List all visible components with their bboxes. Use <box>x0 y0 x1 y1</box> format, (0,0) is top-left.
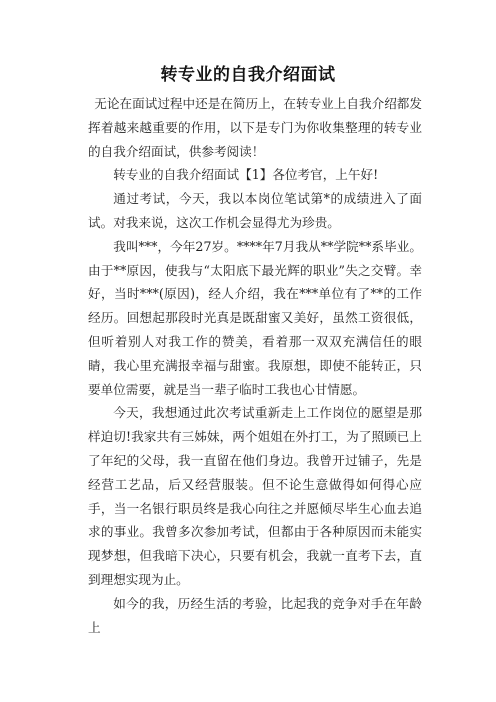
paragraph-conclusion: 如今的我，历经生活的考验，比起我的竞争对手在年龄上 <box>88 595 422 635</box>
paragraph-motivation: 今天，我想通过此次考试重新走上工作岗位的愿望是那样迫切!我家共有三姊妹，两个姐姐在外打工，为了照顾已上了年纪的父母，我一直留在他们身边。我曾开过铺子，先是经营工艺品，后又经营服装。但不论生意做得如何得心应手，当一名银行职员终是我心向往之并愿倾尽毕生心血去追求的事业。我曾多次参加考试，但都由于各种原因而未能实现梦想，但我暗下决心，只要有机会，我就一直考下去，直到理想实现为止。 <box>88 405 422 587</box>
document-body <box>88 92 422 639</box>
paragraph-greeting: 转专业的自我介绍面试【1】各位考官，上午好! <box>113 167 379 183</box>
paragraph-intro: 无论在面试过程中还是在简历上，在转专业上自我介绍都发挥着越来越重要的作用，以下是专门为你收集整理的转专业的自我介绍面试，供参考阅读！ <box>88 96 422 159</box>
paragraph-exam: 通过考试，今天，我以本岗位笔试第*的成绩进入了面试。对我来说，这次工作机会显得尤为珍贵。 <box>88 191 422 230</box>
paragraph-background: 我叫***，今年27岁。****年7月我从**学院**系毕业。由于**原因，使我与“太阳底下最光辉的职业”失之交臂。幸好，当时***(原因)，经人介绍，我在***单位有了**的工作经历。回想起那段时光真是既甜蜜又美好，虽然工资很低，但听着别人对我工作的赞美，看着那一双双充满信任的眼睛，我心里充满报幸福与甜蜜。我原想，即使不能转正，只要单位需要，就是当一辈子临时工我也心甘情愿。 <box>88 238 422 397</box>
document-title: 转专业的自我介绍面试 <box>160 65 336 85</box>
